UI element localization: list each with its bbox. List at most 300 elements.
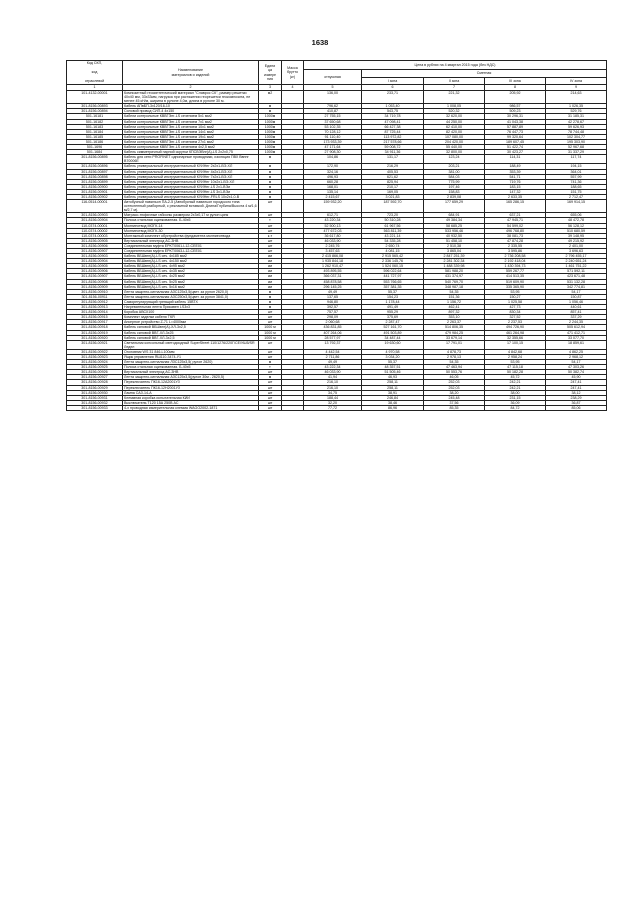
cell-zone-3: 188,49 <box>485 164 546 169</box>
cell-name: Кабель универсальный инструментальный КУИНнг 10х2х1-ВЭ-ХЛ <box>123 179 259 184</box>
cell-name: Анкерное устройство Z-71 L=4000мм <box>123 320 259 325</box>
table-header <box>67 61 607 91</box>
header-prices: Цена в рублях на 4 квартал 2015 года (без НДС) <box>304 61 607 70</box>
cell-zone-3: 231,15 <box>485 395 546 400</box>
cell-zone-3: 114,31 <box>485 155 546 164</box>
cell-zone-4: 38,12 <box>546 390 607 395</box>
cell-zone-1: 48 357,51 <box>362 365 424 370</box>
cell-zone-4: 510 680,59 <box>546 228 607 233</box>
cell-unit: м <box>259 169 282 174</box>
cell-zone-1: 543,75 <box>362 109 424 114</box>
cell-name: Кабели контрольные КВВГЭнг-LS сечением 14х1 мм2 <box>123 129 259 134</box>
cell-zone-2: 85,35 <box>424 405 485 410</box>
cell-zone-4: 102 304,77 <box>546 134 607 139</box>
cell-unit: шт <box>259 354 282 359</box>
cell-zone-3: 335 365,90 <box>485 284 546 289</box>
cell-zone-3: 50 182,28 <box>485 370 546 375</box>
cell-release-price: 47 171,64 <box>304 145 362 150</box>
cell-zone-2: 47 463,94 <box>424 365 485 370</box>
cell-code: 110-0374-00002 <box>67 228 123 233</box>
cell-zone-4: 2 244,35 <box>546 320 607 325</box>
cell-unit: 1000 м <box>259 335 282 340</box>
cell-unit: км <box>259 254 282 259</box>
cell-release-price: 32,20 <box>304 400 362 405</box>
cell-release-price: 660,28 <box>304 179 362 184</box>
cell-zone-1: 4 081,15 <box>362 249 424 254</box>
cell-release-price: 477 672,03 <box>304 228 362 233</box>
cell-zone-1: 61 967,56 <box>362 223 424 228</box>
cell-mass <box>282 91 304 104</box>
cell-name: Саморегулирующий греющий кабель 15ВТХ <box>123 299 259 304</box>
cell-unit: м <box>259 294 282 299</box>
cell-release-price: 172,90 <box>304 164 362 169</box>
cell-zone-2: 1 488 339,98 <box>424 264 485 269</box>
cell-code: 301-8156-00917 <box>67 320 123 325</box>
cell-unit: м <box>259 155 282 164</box>
cell-release-price: 43 222,34 <box>304 365 362 370</box>
cell-zone-2: 479 984,25 <box>424 330 485 335</box>
cell-zone-1: 621,62 <box>362 174 424 179</box>
cell-zone-2: 252,03 <box>424 380 485 385</box>
cell-zone-4: 4 862,25 <box>546 349 607 354</box>
table-row <box>67 155 607 164</box>
cell-zone-3: 427,73 <box>485 305 546 310</box>
cell-zone-1: 87 725,44 <box>362 129 424 134</box>
cell-code: 301-8156-00906 <box>67 269 123 274</box>
cell-zone-2: 54,35 <box>424 360 485 365</box>
cell-zone-2: 2 978,13 <box>424 354 485 359</box>
cell-zone-1: 246,84 <box>362 395 424 400</box>
cell-zone-3: 719,76 <box>485 179 546 184</box>
cell-zone-1: 491,49 <box>362 305 424 310</box>
cell-name: Кабель силовой ВВГ-ХЛ-3х2,5 <box>123 335 259 340</box>
cell-name: Кабель ВБШвнг(А)-LS сеч. 4х150 мм2 <box>123 259 259 264</box>
header-estimate: Сметная <box>362 70 607 78</box>
cell-zone-4: 48 472,78 <box>546 218 607 223</box>
cell-zone-3: 36,09 <box>485 400 546 405</box>
cell-unit: шт <box>259 249 282 254</box>
cell-zone-3: 51 422,74 <box>485 145 546 150</box>
cell-zone-2: 533 956,46 <box>424 228 485 233</box>
cell-name: Кабели контрольные КВВГЭнг-LS сечением 4х2,5 мм2 <box>123 145 259 150</box>
cell-unit: шт <box>259 405 282 410</box>
cell-unit: шт <box>259 340 282 349</box>
cell-zone-4: 47 303,26 <box>546 365 607 370</box>
cell-unit: км <box>259 264 282 269</box>
cell-zone-4: 117,74 <box>546 155 607 164</box>
cell-release-price: 43 220,34 <box>304 218 362 223</box>
cell-release-price: 612,71 <box>304 213 362 218</box>
cell-zone-1: 34 911,36 <box>362 150 424 155</box>
cell-name: Выключатель Т120 15А 250В АС <box>123 400 259 405</box>
cell-code: 301-8156-00922 <box>67 349 123 354</box>
cell-unit: 1000м <box>259 139 282 144</box>
cell-name: Кабель универсальный инструментальный КУИНнг 7х2х1-ВЭ-ХЛ <box>123 174 259 179</box>
cell-unit: м <box>259 360 282 365</box>
cell-unit: 1000 м <box>259 325 282 330</box>
cell-name: Кабель универсальный инструментальный КУИНнг-FRLS 10х2х1,0-В <box>123 194 259 199</box>
cell-zone-1: 258,11 <box>362 385 424 390</box>
cell-code: 301-8156-00903 <box>67 213 123 218</box>
cell-zone-1: 563 811,39 <box>362 228 424 233</box>
cell-code: 301-8156-00920 <box>67 335 123 340</box>
cell-release-price: 757,57 <box>304 310 362 315</box>
cell-release-price: 493 895,55 <box>304 269 362 274</box>
cell-zone-3: 496 768,80 <box>485 228 546 233</box>
cell-code: 301-8156-00919 <box>67 330 123 335</box>
cell-zone-4: 247,41 <box>546 380 607 385</box>
cell-zone-1: 34 487,44 <box>362 335 424 340</box>
cell-code: 301-8156-00898 <box>67 174 123 179</box>
cell-code: 301-8156-00930 <box>67 390 123 395</box>
cell-release-price: 41,94 <box>304 375 362 380</box>
cell-release-price: 13 792,37 <box>304 340 362 349</box>
cell-zone-3: 84,72 <box>485 405 546 410</box>
cell-name: Лента защитно-сигнальная АЗС250х3,5(цвет. за рулон 3841,0) <box>123 294 259 299</box>
cell-zone-2: 2 847 251,39 <box>424 254 485 259</box>
cell-zone-3: 189 607,45 <box>485 139 546 144</box>
cell-zone-3: 327,52 <box>485 315 546 320</box>
cell-zone-4: 31 337,29 <box>546 150 607 155</box>
cell-zone-1: 2 915 565,42 <box>362 254 424 259</box>
cell-code: 301-8156-00928 <box>67 380 123 385</box>
cell-zone-3: 205,92 <box>485 91 546 104</box>
header-zone-1: I зона <box>362 78 424 85</box>
cell-unit: т <box>259 365 282 370</box>
cell-zone-1: 86,96 <box>362 405 424 410</box>
cell-unit: м2 <box>259 91 282 104</box>
cell-name: Кабель симметричный парной скрутки КПСВЭВнг(А)-LS 2х2х0,75 <box>123 150 259 155</box>
cell-zone-4: 2 796 455,17 <box>546 254 607 259</box>
cell-code: 301-8156-00894 <box>67 109 123 114</box>
cell-zone-2: 204 420,00 <box>424 139 485 144</box>
header-release: отпускная <box>304 70 362 85</box>
cell-zone-3: 99 320,64 <box>485 134 546 139</box>
cell-release-price: 2 245,76 <box>304 243 362 248</box>
cell-zone-2: 50 553,76 <box>424 370 485 375</box>
cell-zone-3: 30 296,31 <box>485 114 546 119</box>
cell-zone-3: 47 945,71 <box>485 218 546 223</box>
cell-code: 110-0374-00001 <box>67 223 123 228</box>
cell-zone-1: 596 022,64 <box>362 269 424 274</box>
cell-code: 110-0374-00003 <box>67 233 123 238</box>
cell-name: Кабели контрольные КВВГЭнг-LS сечением 19х1 мм2 <box>123 134 259 139</box>
cell-zone-4: 214,63 <box>546 91 607 104</box>
table-row <box>67 340 607 349</box>
cell-zone-3: 147,32 <box>485 189 546 194</box>
cell-zone-1: 2 650,74 <box>362 243 424 248</box>
cell-code: 301-8156-00906 <box>67 243 123 248</box>
cell-code: 301-8156-00897 <box>67 169 123 174</box>
cell-zone-2: 51 458,10 <box>424 238 485 243</box>
cell-zone-3: 541,71 <box>485 174 546 179</box>
cell-name: Соединительная муфта EPKT0063-L12-CEE01 <box>123 249 259 254</box>
cell-zone-1: 441 727,97 <box>362 274 424 279</box>
cell-code: 301-8156-00905 <box>67 238 123 243</box>
cell-zone-4: 1 056,46 <box>546 299 607 304</box>
cell-zone-2: 431 374,97 <box>424 274 485 279</box>
cell-code: 301-8156-00913 <box>67 305 123 310</box>
cell-unit: км <box>259 284 282 289</box>
cell-code: 301-8156-00900 <box>67 184 123 189</box>
cell-unit: шт <box>259 380 282 385</box>
column-numbers-row: 1 2 3 4 5 6 7 8 9 <box>67 85 607 91</box>
cell-zone-3: 2 633,35 <box>485 194 546 199</box>
cell-name: Полоса стальная оцинкованная. Б-40х5 <box>123 365 259 370</box>
cell-release-price: 1 262 910,47 <box>304 264 362 269</box>
cell-zone-2: 2 839,08 <box>424 194 485 199</box>
cell-zone-1: 1 053,40 <box>362 104 424 109</box>
cell-name: Кабель универсальный инструментальный КУИНнг-LS 2х1-ВЭи <box>123 184 259 189</box>
cell-code: 501-1696 <box>67 145 123 150</box>
cell-code: 501-16185 <box>67 134 123 139</box>
cell-zone-4: 194,15 <box>546 164 607 169</box>
cell-zone-3: 1 430 394,73 <box>485 264 546 269</box>
cell-code: 301-8156-00909 <box>67 284 123 289</box>
cell-release-price: 91 110,40 <box>304 134 362 139</box>
cell-zone-4: 42 278,67 <box>546 119 607 124</box>
cell-zone-1: 4 970,58 <box>362 349 424 354</box>
cell-zone-2: 775,99 <box>424 179 485 184</box>
cell-zone-2: 49 384,34 <box>424 218 485 223</box>
cell-code: 301-8156-00908 <box>67 279 123 284</box>
cell-release-price: 436 831,85 <box>304 325 362 330</box>
cell-unit: км <box>259 259 282 264</box>
cell-zone-1: 38,91 <box>362 390 424 395</box>
cell-release-price: 173 933,39 <box>304 139 362 144</box>
header-zone-3: III зона <box>485 78 546 85</box>
cell-zone-2: 107 080,00 <box>424 134 485 139</box>
cell-release-price: 796,62 <box>304 104 362 109</box>
cell-zone-2: 38,20 <box>424 390 485 395</box>
cell-unit: 1000 м <box>259 330 282 335</box>
cell-name: Композитный геосинтетический материал "Славрос СК", размер решетки 40х40 мм, 33х33мм, нагрузка при растяжении георешетки геокомпозита, не менее 45 кН/м, ширина в рулоне 4,0м, длина в рулоне 30 м. <box>123 91 259 104</box>
cell-zone-3: 986,57 <box>485 104 546 109</box>
cell-unit: м <box>259 164 282 169</box>
cell-name: Автобусный павильон ПА-2-5 (Автобусный павильон городского типа остекленный разборный, с рекламной вставкой. Длина/Глубина/Высота 4 м/1,6 м/2,7 м). <box>124 200 257 213</box>
cell-zone-1: 54 335,28 <box>362 238 424 243</box>
cell-release-price: 137,65 <box>304 294 362 299</box>
cell-code: 301-8156-00929 <box>67 385 123 390</box>
cell-unit: к-т <box>259 233 282 238</box>
cell-zone-2: 44 250,00 <box>424 119 485 124</box>
cell-zone-3: 494 726,90 <box>485 325 546 330</box>
cell-zone-4: 531 132,28 <box>546 279 607 284</box>
cell-zone-3: 2 192 418,04 <box>485 259 546 264</box>
cell-zone-4: 655,06 <box>546 213 607 218</box>
cell-unit: 1000м <box>259 119 282 124</box>
cell-mass <box>282 405 304 410</box>
cell-name: Молниеотвод МОГК-30 <box>123 228 259 233</box>
cell-unit: км <box>259 274 282 279</box>
cell-release-price: 70 128,12 <box>304 129 362 134</box>
cell-unit: 1000м <box>259 129 282 134</box>
cell-zone-3: 242,21 <box>485 385 546 390</box>
cell-zone-1: 825,94 <box>362 179 424 184</box>
cell-unit: м <box>259 184 282 189</box>
cell-unit: шт <box>259 349 282 354</box>
cell-zone-1: 34 719,78 <box>362 114 424 119</box>
cell-zone-4: 188,65 <box>546 184 607 189</box>
cell-release-price: 28 577,97 <box>304 335 362 340</box>
cell-unit: шт <box>259 238 282 243</box>
cell-zone-3: 54 599,02 <box>485 223 546 228</box>
cell-release-price: 52 500,13 <box>304 223 362 228</box>
cell-zone-3: 637,21 <box>485 213 546 218</box>
cell-zone-1: 1 178,44 <box>362 299 424 304</box>
cell-zone-2: 2 510,38 <box>424 243 485 248</box>
cell-zone-2: 684,91 <box>424 213 485 218</box>
cell-zone-2: 1 008,05 <box>424 104 485 109</box>
cell-unit: м <box>259 194 282 199</box>
cell-code: 301-8156-00904 <box>67 218 123 223</box>
cell-name: Монтажный комплект обустройства фундамента молниеотвода <box>123 233 259 238</box>
cell-name: Лампа САЗ-14-А <box>123 390 259 395</box>
cell-zone-4: 2 968,12 <box>546 354 607 359</box>
cell-release-price: 37 650,68 <box>304 119 362 124</box>
cell-unit: шт <box>259 315 282 320</box>
cell-name: Кабель ВБШвнг(А)-LS сеч. 4х185 мм2 <box>123 254 259 259</box>
cell-zone-1: 187 592,70 <box>362 200 424 213</box>
cell-code: 301-8156-00902 <box>67 194 123 199</box>
cell-zone-2: 381,00 <box>424 169 485 174</box>
cell-zone-2: 2 263,37 <box>424 320 485 325</box>
cell-code: 501-16183 <box>67 124 123 129</box>
cell-name: Ящик управления ЯШ110-3474-У1 <box>123 354 259 359</box>
cell-zone-3: 17 100,15 <box>485 340 546 349</box>
cell-name: Кабель для сети PROFINET однопарные проводники, изоляция ПВХ Ввпнг В70006Е <box>123 155 259 164</box>
cell-zone-1: 2 287,47 <box>362 320 424 325</box>
cell-name: Комплект заделки кабеля ТКЯ <box>123 315 259 320</box>
cell-zone-2: 40 932,50 <box>424 233 485 238</box>
cell-zone-1: 357 381,35 <box>362 284 424 289</box>
cell-zone-4: 151,75 <box>546 189 607 194</box>
cell-zone-2: 197,46 <box>424 184 485 189</box>
cell-code: 301-8156-00914 <box>67 310 123 315</box>
cell-release-price: 324,16 <box>304 169 362 174</box>
cell-zone-4: 423 671,48 <box>546 274 607 279</box>
cell-zone-3: 2 958,24 <box>485 354 546 359</box>
cell-code: 501-16186 <box>67 139 123 144</box>
cell-zone-4: 2 712,47 <box>546 194 607 199</box>
cell-zone-4: 45,90 <box>546 375 607 380</box>
cell-code: 301-8156-00924 <box>67 360 123 365</box>
cell-release-price: 34,75 <box>304 390 362 395</box>
cell-zone-3: 559 267,77 <box>485 269 546 274</box>
cell-unit: шт <box>259 213 282 218</box>
cell-release-price: 188,44 <box>304 395 362 400</box>
cell-name: Кабель силовой ВВГ-ХЛ-3х25 <box>123 330 259 335</box>
cell-zone-1: 216,29 <box>362 164 424 169</box>
cell-zone-1: 46,93 <box>362 375 424 380</box>
cell-unit: 1000м <box>259 145 282 150</box>
cell-zone-1: 59 008,72 <box>362 145 424 150</box>
cell-code: 301-8156-00915 <box>67 315 123 320</box>
cell-release-price: 159 932,20 <box>304 200 362 213</box>
cell-code: 301-8156-00896 <box>67 164 123 169</box>
cell-zone-1: 723,20 <box>362 213 424 218</box>
cell-zone-3: 2 736 208,58 <box>485 254 546 259</box>
cell-zone-4: 529,76 <box>546 109 607 114</box>
cell-zone-2: 123,24 <box>424 155 485 164</box>
cell-code: 101-4132-00001 <box>67 91 123 104</box>
cell-zone-4: 78 744,48 <box>546 129 607 134</box>
cell-zone-4: 56 128,12 <box>546 223 607 228</box>
cell-zone-3: 76 447,73 <box>485 129 546 134</box>
cell-zone-1: 3 021,83 <box>362 194 424 199</box>
cell-zone-1: 1 524 060,15 <box>362 264 424 269</box>
cell-unit: шт <box>259 228 282 233</box>
cell-zone-2: 32 800,00 <box>424 150 485 155</box>
cell-zone-2: 540 769,70 <box>424 279 485 284</box>
cell-zone-2: 520,32 <box>424 109 485 114</box>
cell-name: Коробка АВСХ100 <box>123 310 259 315</box>
cell-release-price: 392,57 <box>304 305 362 310</box>
cell-name: Кабель универсальный инструментальный КУИНнг-LS 3х1-ВЭи <box>123 189 259 194</box>
cell-release-price: 410,87 <box>304 109 362 114</box>
table-body <box>67 91 607 411</box>
cell-release-price: 136,00 <box>304 91 362 104</box>
cell-zone-1: 113 972,82 <box>362 134 424 139</box>
cell-release-price: 296 145,25 <box>304 284 362 289</box>
cell-name: Кабели контрольные КВВГЭнг-LS сечением 5х1 мм2 <box>123 114 259 119</box>
cell-zone-1: 3 034,20 <box>362 354 424 359</box>
cell-zone-4: 39 148,95 <box>546 233 607 238</box>
cell-zone-3: 183,15 <box>485 184 546 189</box>
cell-name: Оголовник WS 31 846-L100мм <box>123 349 259 354</box>
cell-zone-2: 58 685,25 <box>424 223 485 228</box>
cell-zone-2: 177 659,29 <box>424 200 485 213</box>
cell-unit: м <box>259 174 282 179</box>
cell-zone-3: 53,95 <box>485 360 546 365</box>
cell-zone-3: 2 335,55 <box>485 243 546 248</box>
cell-release-price: 2 711,86 <box>304 354 362 359</box>
cell-zone-1: 527 161,70 <box>362 325 424 330</box>
cell-zone-3: 414 513,35 <box>485 274 546 279</box>
cell-unit: шт <box>259 320 282 325</box>
cell-zone-2: 32 620,00 <box>424 114 485 119</box>
cell-zone-2: 514 806,35 <box>424 325 485 330</box>
cell-zone-4: 18 859,61 <box>546 340 607 349</box>
cell-zone-2: 54,35 <box>424 289 485 294</box>
cell-zone-2: 245,48 <box>424 395 485 400</box>
cell-unit: шт <box>259 310 282 315</box>
cell-release-price: 407 264,06 <box>304 330 362 335</box>
cell-zone-1: 955,29 <box>362 310 424 315</box>
table-row <box>67 200 607 213</box>
cell-name: Клеммная коробка испытательная КИИ <box>123 395 259 400</box>
cell-zone-2: 17 791,01 <box>424 340 485 349</box>
cell-release-price: 2 415 866,08 <box>304 254 362 259</box>
cell-zone-1: 66 427,38 <box>362 124 424 129</box>
cell-release-price: 77,72 <box>304 405 362 410</box>
cell-code: 501-16181 <box>67 114 123 119</box>
cell-zone-3: 519 609,90 <box>485 279 546 284</box>
cell-zone-3: 47 874,28 <box>485 238 546 243</box>
cell-code: 301-8156-00901 <box>67 189 123 194</box>
cell-name: Кабель АПвБП-3х120/16-10 <box>123 104 259 109</box>
cell-zone-3: 53,95 <box>485 289 546 294</box>
cell-unit: 1000м <box>259 124 282 129</box>
table-row <box>67 91 607 104</box>
cell-zone-4: 195 303,90 <box>546 139 607 144</box>
cell-zone-4: 59 626,93 <box>546 124 607 129</box>
cell-zone-2: 1 156,72 <box>424 299 485 304</box>
cell-unit: 1000м <box>259 114 282 119</box>
cell-zone-4: 50 382,74 <box>546 370 607 375</box>
cell-zone-4: 440,61 <box>546 305 607 310</box>
cell-unit: м <box>259 299 282 304</box>
